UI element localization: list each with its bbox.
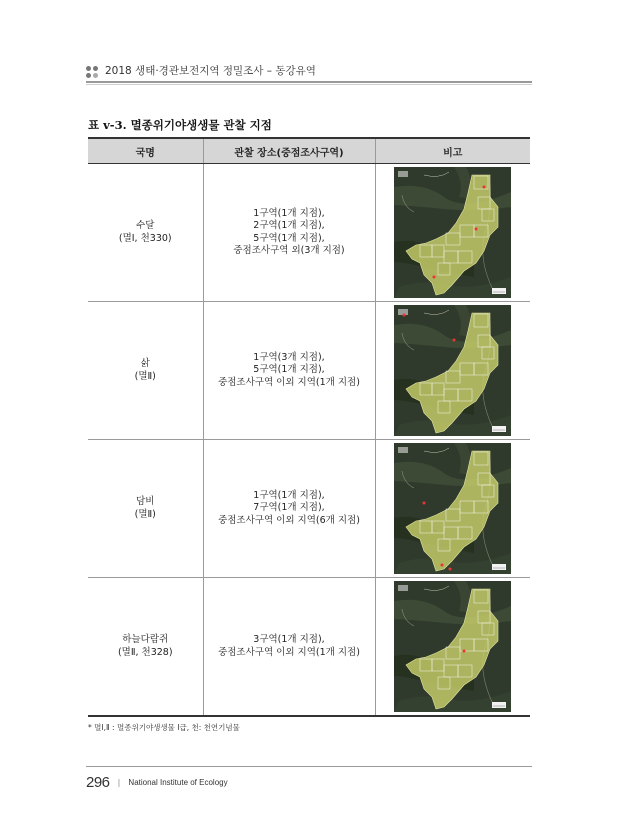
- observation-point-marker: [441, 564, 444, 567]
- place-line: 7구역(1개 지점),: [253, 502, 325, 514]
- observation-point-marker: [423, 502, 426, 505]
- species-status: (멸Ⅱ): [134, 508, 156, 520]
- running-header: [86, 64, 532, 80]
- observation-map: [394, 167, 511, 298]
- place-line: 1구역(1개 지점),: [253, 489, 325, 501]
- place-line: 1구역(3개 지점),: [253, 351, 325, 363]
- header-rule: [86, 81, 532, 83]
- place-line: 중점조사구역 외(3개 지점): [233, 245, 345, 256]
- species-name: 담비: [136, 496, 155, 507]
- place-line: 1구역(1개 지점),: [253, 207, 325, 219]
- observation-point-marker: [403, 314, 406, 317]
- table-footnote: * 멸Ⅰ,Ⅱ : 멸종위기야생생물 Ⅰ급, 천: 천연기념물: [88, 723, 240, 732]
- header-title: 2018 생태·경관보전지역 정밀조사 – 동강유역: [105, 65, 316, 77]
- species-status: (멸Ⅱ, 천328): [117, 646, 173, 658]
- table-row: [88, 302, 530, 440]
- column-header-places: 관찰 장소(중점조사구역): [203, 138, 375, 164]
- place-line: 중점조사구역 이외 지역(1개 지점): [218, 646, 360, 658]
- table-caption: 표 v-3. 멸종위기야생생물 관찰 지점: [88, 118, 272, 132]
- places-cell: [203, 440, 375, 578]
- page-footer: [86, 772, 228, 791]
- places-cell: [203, 164, 375, 302]
- places-cell: [203, 578, 375, 717]
- species-name-cell: [88, 578, 203, 717]
- observation-point-marker: [475, 228, 478, 231]
- species-status: (멸Ⅱ): [134, 370, 156, 382]
- institution-name: National Institute of Ecology: [128, 778, 228, 787]
- species-name: 삵: [140, 358, 150, 369]
- place-line: 중점조사구역 이외 지역(6개 지점): [218, 514, 360, 526]
- place-line: 5구역(1개 지점),: [253, 364, 325, 376]
- species-table: [88, 137, 530, 717]
- footer-separator: |: [117, 778, 121, 787]
- species-name-cell: [88, 164, 203, 302]
- observation-point-marker: [483, 186, 486, 189]
- observation-point-marker: [453, 339, 456, 342]
- map-cell: [375, 440, 530, 578]
- map-cell: [375, 302, 530, 440]
- places-cell: [203, 302, 375, 440]
- header-dots-icon: [86, 66, 100, 78]
- map-cell: [375, 578, 530, 717]
- page-number: 296: [86, 774, 110, 791]
- place-line: 중점조사구역 이외 지역(1개 지점): [218, 376, 360, 388]
- species-name-cell: [88, 302, 203, 440]
- place-line: 3구역(1개 지점),: [253, 634, 325, 645]
- observation-point-marker: [433, 276, 436, 279]
- place-line: 5구역(1개 지점),: [253, 232, 325, 244]
- species-status: (멸Ⅰ, 천330): [118, 232, 172, 244]
- table-row: [88, 164, 530, 302]
- header-rule-thin: [86, 84, 532, 85]
- observation-point-marker: [449, 568, 452, 571]
- footer-rule: [86, 766, 532, 767]
- observation-map: [394, 443, 511, 574]
- table-row: [88, 578, 530, 717]
- species-name: 하늘다람쥐: [122, 634, 169, 645]
- column-header-remarks: 비고: [375, 138, 530, 164]
- table-row: [88, 440, 530, 578]
- observation-map: [394, 305, 511, 436]
- map-cell: [375, 164, 530, 302]
- species-name-cell: [88, 440, 203, 578]
- species-name: 수달: [136, 220, 155, 231]
- observation-point-marker: [463, 650, 466, 653]
- column-header-name: 국명: [88, 138, 203, 164]
- table-header-row: [88, 138, 530, 164]
- place-line: 2구역(1개 지점),: [253, 220, 325, 231]
- observation-map: [394, 581, 511, 712]
